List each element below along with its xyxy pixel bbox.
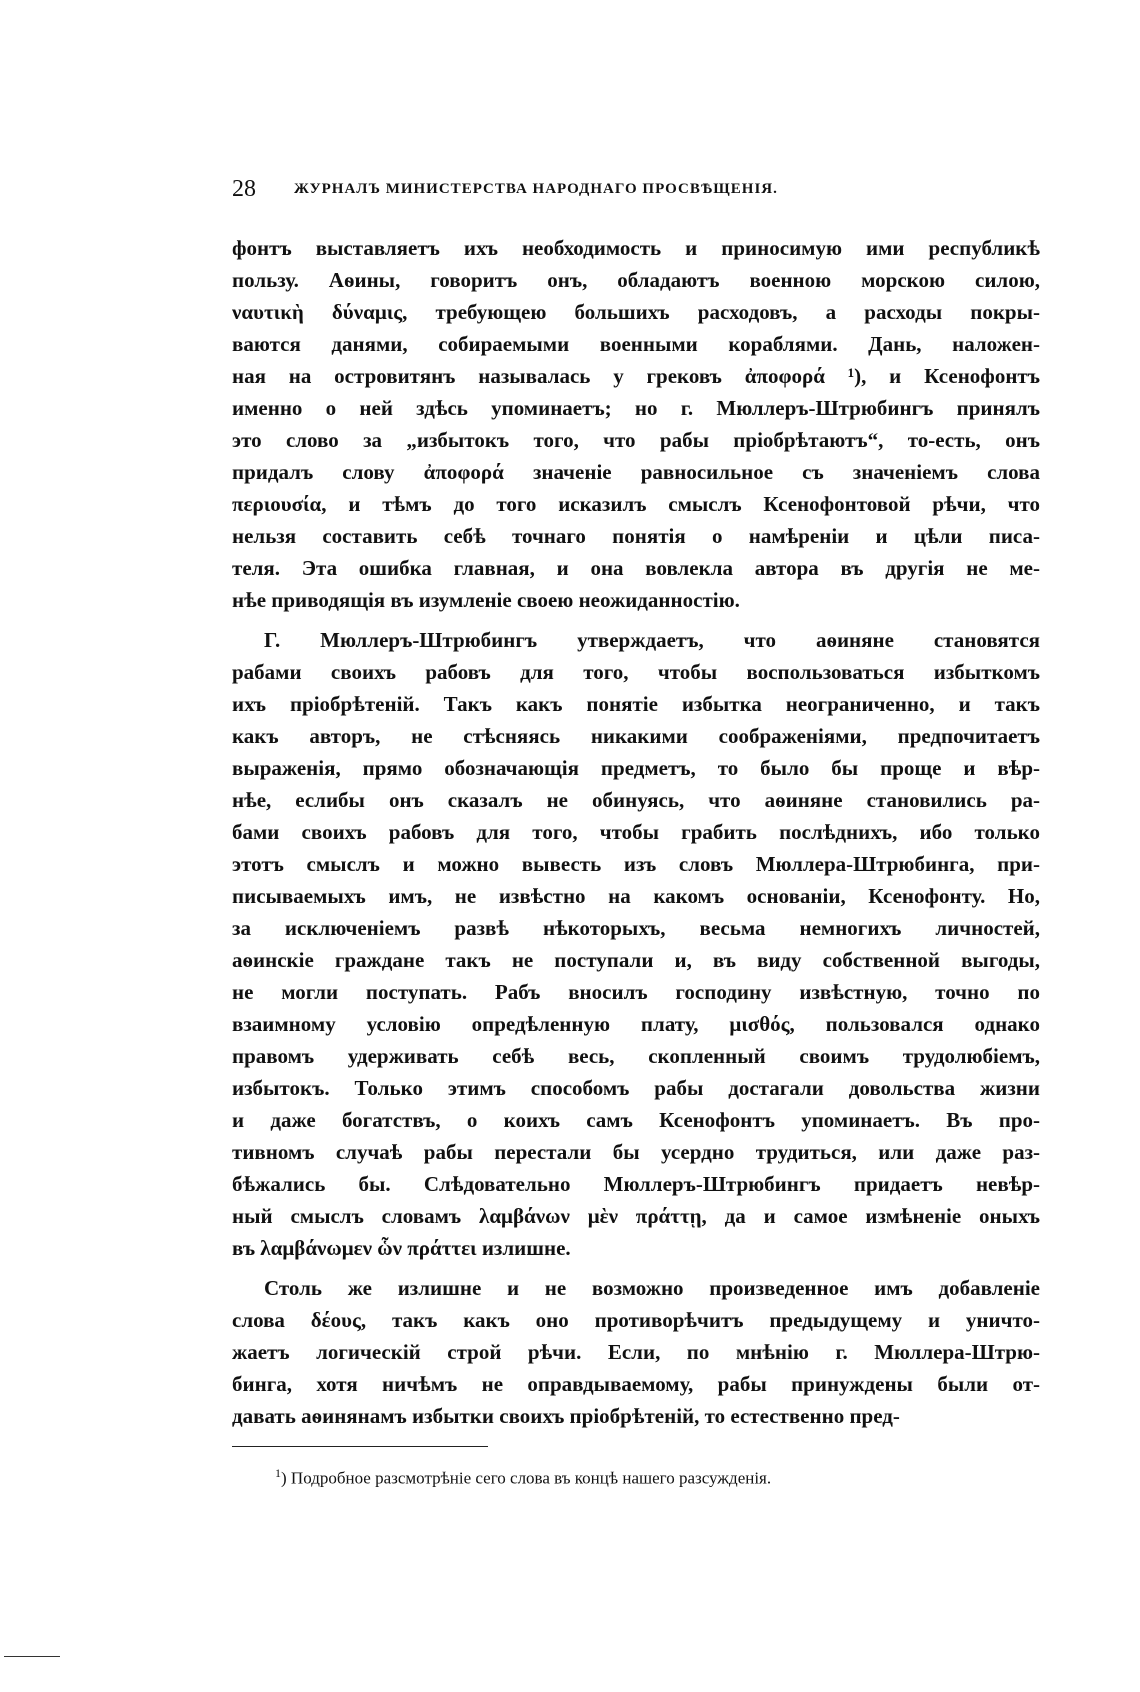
text-line: ваются данями, собираемыми военными кораблями. Дань, наложен- (232, 332, 1040, 356)
text-line: Столь же излишне и не возможно произведенное имъ добавленіе (264, 1276, 1040, 1300)
text-line: аѳинскіе граждане такъ не поступали и, въ виду собственной выгоды, (232, 948, 1040, 972)
text-line: тивномъ случаѣ рабы перестали бы усердно трудиться, или даже раз- (232, 1140, 1040, 1164)
text-line: бами своихъ рабовъ для того, чтобы грабить послѣднихъ, ибо только (232, 820, 1040, 844)
text-line: περιουσία, и тѣмъ до того исказилъ смыслъ Ксенофонтовой рѣчи, что (232, 492, 1040, 516)
text-line: этотъ смыслъ и можно вывесть изъ словъ Мюллера-Штрюбинга, при- (232, 852, 1040, 876)
text-line: нельзя составить себѣ точнаго понятія о намѣреніи и цѣли писа- (232, 524, 1040, 548)
text-line: теля. Эта ошибка главная, и она вовлекла автора въ другія не ме- (232, 556, 1040, 580)
footnote-rule (232, 1446, 488, 1447)
text-line: придалъ слову ἀποφορά значеніе равносильное съ значеніемъ слова (232, 460, 1040, 484)
text-line: Г. Мюллеръ-Штрюбингъ утверждаетъ, что аѳиняне становятся (264, 628, 1040, 652)
text-line: нѣе, еслибы онъ сказалъ не обинуясь, что аѳиняне становились ра- (232, 788, 1040, 812)
text-line: давать аѳинянамъ избытки своихъ пріобрѣтеній, то естественно пред- (232, 1404, 900, 1428)
paragraph (232, 1272, 1040, 1432)
text-line: слова δέους, такъ какъ оно противорѣчитъ предыдущему и уничто- (232, 1308, 1040, 1332)
text-line: это слово за „избытокъ того, что рабы пріобрѣтаютъ“, то-есть, онъ (232, 428, 1040, 452)
text-line: не могли поступать. Рабъ вносилъ господину извѣстную, точно по (232, 980, 1040, 1004)
running-head: ЖУРНАЛЪ МИНИСТЕРСТВА НАРОДНАГО ПРОСВѢЩЕНІЯ. (294, 181, 778, 197)
paragraph (232, 624, 1040, 1264)
text-line: взаимному условію опредѣленную плату, μισθός, пользовался однако (232, 1012, 1040, 1036)
text-line: писываемыхъ имъ, не извѣстно на какомъ основаніи, Ксенофонту. Но, (232, 884, 1040, 908)
paragraph (232, 232, 1040, 616)
text-line: ная на островитянъ называлась у грековъ ἀποφορά ¹), и Ксенофонтъ (232, 364, 1040, 388)
text-line: рабами своихъ рабовъ для того, чтобы воспользоваться избыткомъ (232, 660, 1040, 684)
text-line: какъ авторъ, не стѣсняясь никакими соображеніями, предпочитаетъ (232, 724, 1040, 748)
text-line: ихъ пріобрѣтеній. Такъ какъ понятіе избытка неограниченно, и такъ (232, 692, 1040, 716)
text-line: бинга, хотя ничѣмъ не оправдываемому, рабы принуждены были от- (232, 1372, 1040, 1396)
text-line: выраженія, прямо обозначающія предметъ, то было бы проще и вѣр- (232, 756, 1040, 780)
body-text (232, 232, 1040, 1440)
text-line: въ λαμβάνωμεν ὧν πράττει излишне. (232, 1236, 571, 1260)
text-line: и даже богатствъ, о коихъ самъ Ксенофонтъ упоминаетъ. Въ про- (232, 1108, 1040, 1132)
text-line: избытокъ. Только этимъ способомъ рабы достагали довольства жизни (232, 1076, 1040, 1100)
text-line: бѣжались бы. Слѣдовательно Мюллеръ-Штрюбингъ придаетъ невѣр- (232, 1172, 1040, 1196)
text-line: пользу. Аѳины, говоритъ онъ, обладаютъ военною морскою силою, (232, 268, 1040, 292)
text-line: фонтъ выставляетъ ихъ необходимость и приносимую ими республикѣ (232, 236, 1040, 260)
text-line: нѣе приводящія въ изумленіе своею неожиданностію. (232, 588, 740, 612)
text-line: именно о ней здѣсь упоминаетъ; но г. Мюллеръ-Штрюбингъ принялъ (232, 396, 1040, 420)
page-edge-mark (4, 1656, 60, 1657)
footnote (275, 1460, 995, 1492)
footnote-marker: 1 (275, 1466, 281, 1480)
text-line: ный смыслъ словамъ λαμβάνων μὲν πράττῃ, да и самое измѣненіе оныхъ (232, 1204, 1040, 1228)
text-line: за исключеніемъ развѣ нѣкоторыхъ, весьма немногихъ личностей, (232, 916, 1040, 940)
text-line: правомъ удерживать себѣ весь, скопленный своимъ трудолюбіемъ, (232, 1044, 1040, 1068)
text-line: жаетъ логическій строй рѣчи. Если, по мнѣнію г. Мюллера-Штрю- (232, 1340, 1040, 1364)
text-line: ναυτικὴ δύναμις, требующею большихъ расходовъ, а расходы покры- (232, 300, 1040, 324)
page-number: 28 (232, 176, 256, 202)
footnote-text: ) Подробное разсмотрѣніе сего слова въ концѣ нашего разсужденія. (281, 1468, 772, 1488)
page-header (232, 172, 1040, 206)
